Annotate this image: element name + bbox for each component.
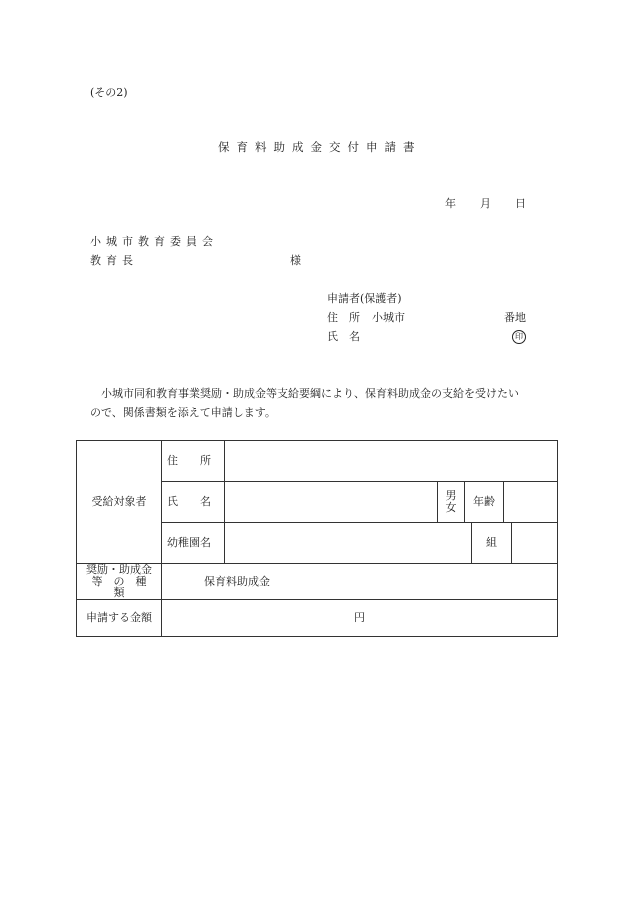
class-field[interactable] [512,523,558,564]
applicant-heading: 申請者(保護者) [327,292,402,305]
recipient-label: 受給対象者 [77,441,162,564]
sex-male-option[interactable]: 男 [445,489,457,503]
section-label: (その2) [90,86,128,99]
body-text-line2: ので、関係書類を添えて申請します。 [90,406,276,419]
document-title: 保育料助成金交付申請書 [218,140,422,154]
sex-female-option[interactable]: 女 [445,501,457,514]
applicant-address-label: 住 所 [327,311,360,324]
date-month: 月 [480,197,491,210]
age-field[interactable] [504,482,558,523]
seal-stamp-icon: 印 [512,330,526,344]
class-label: 組 [472,523,512,564]
applicant-address-city: 小城市 [372,311,405,324]
type-row [77,564,558,600]
amount-label: 申請する金額 [77,600,162,637]
recipient-address-field[interactable] [225,441,558,482]
addressee-role: 教育長 [90,254,138,267]
date-year: 年 [445,197,456,210]
applicant-address-suffix: 番地 [504,311,526,324]
applicant-name-label: 氏 名 [327,330,360,343]
type-label-line2: 等 の 種 類 [91,574,158,600]
amount-unit: 円 [354,611,366,625]
kindergarten-field[interactable] [225,523,472,564]
date-day: 日 [515,197,526,210]
type-label-line1: 奨励・助成金 [86,563,152,577]
recipient-name-label: 氏 名 [162,482,225,523]
kindergarten-label: 幼稚園名 [162,523,225,564]
recipient-address-label: 住 所 [162,441,225,482]
addressee-org: 小城市教育委員会 [90,235,218,248]
application-form-table [76,440,558,637]
age-label: 年齢 [465,482,504,523]
address-row [77,441,558,482]
seal-mark [512,330,526,344]
type-value: 保育料助成金 [162,564,558,600]
amount-field[interactable] [162,600,558,637]
sex-selector[interactable] [438,482,465,523]
type-label [77,564,162,600]
body-text-line1: 小城市同和教育事業奨励・助成金等支給要綱により、保育料助成金の支給を受けたい [101,387,519,400]
recipient-name-field[interactable] [225,482,438,523]
amount-row [77,600,558,637]
addressee-honorific: 様 [290,254,301,267]
